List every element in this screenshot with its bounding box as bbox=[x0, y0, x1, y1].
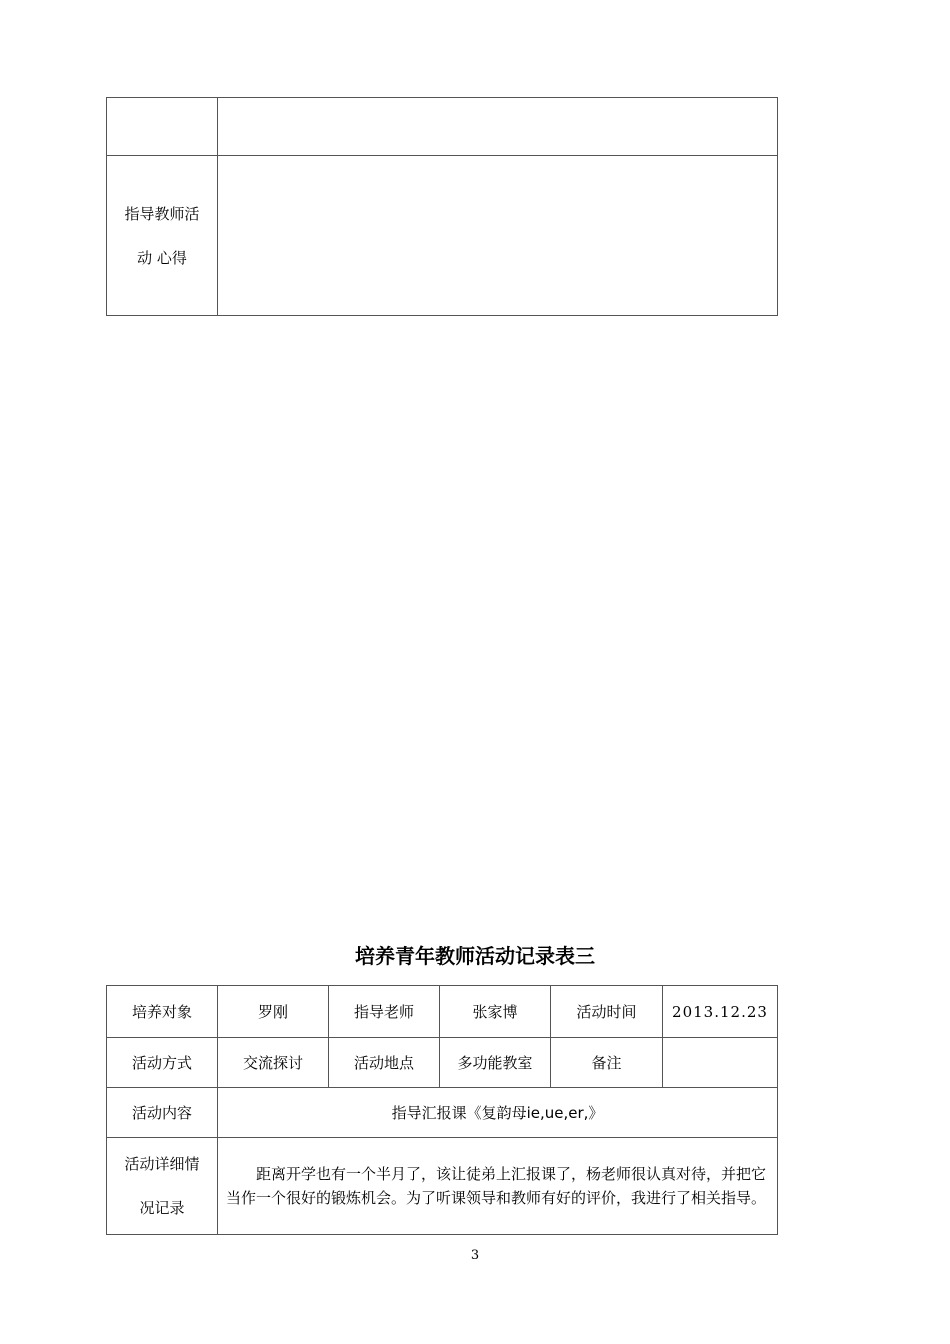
label-target: 培养对象 bbox=[107, 986, 218, 1038]
table-row bbox=[107, 1038, 778, 1088]
label-content: 活动内容 bbox=[107, 1088, 218, 1138]
reflection-label-line2: 动 心得 bbox=[137, 248, 187, 267]
value-place: 多功能教室 bbox=[440, 1038, 551, 1088]
page-number: 3 bbox=[470, 1248, 480, 1263]
label-method: 活动方式 bbox=[107, 1038, 218, 1088]
label-detail bbox=[107, 1138, 218, 1235]
value-time: 2013.12.23 bbox=[663, 986, 778, 1038]
empty-cell bbox=[218, 98, 778, 156]
value-content: 指导汇报课《复韵母ie,ue,er,》 bbox=[218, 1088, 778, 1138]
table-row bbox=[107, 156, 778, 316]
table-row bbox=[107, 986, 778, 1038]
reflection-label-line1: 指导教师活 bbox=[124, 204, 200, 223]
table-row bbox=[107, 1138, 778, 1235]
value-mentor: 张家博 bbox=[440, 986, 551, 1038]
empty-cell bbox=[107, 98, 218, 156]
table-row bbox=[107, 1088, 778, 1138]
value-target: 罗刚 bbox=[218, 986, 329, 1038]
label-detail-line2: 况记录 bbox=[139, 1199, 185, 1217]
value-remark bbox=[663, 1038, 778, 1088]
mentor-reflection-table bbox=[106, 97, 778, 316]
table-title: 培养青年教师活动记录表三 bbox=[355, 944, 595, 968]
label-remark: 备注 bbox=[551, 1038, 663, 1088]
label-time: 活动时间 bbox=[551, 986, 663, 1038]
activity-record-table bbox=[106, 985, 778, 1235]
table-row bbox=[107, 98, 778, 156]
value-method: 交流探讨 bbox=[218, 1038, 329, 1088]
value-detail: 距离开学也有一个半月了，该让徒弟上汇报课了，杨老师很认真对待，并把它当作一个很好的锻炼机会。为了听课领导和教师有好的评价，我进行了相关指导。 bbox=[218, 1138, 778, 1235]
label-detail-line1: 活动详细情 bbox=[124, 1155, 200, 1173]
reflection-label bbox=[107, 156, 218, 316]
label-place: 活动地点 bbox=[329, 1038, 440, 1088]
label-mentor: 指导老师 bbox=[329, 986, 440, 1038]
reflection-value bbox=[218, 156, 778, 316]
